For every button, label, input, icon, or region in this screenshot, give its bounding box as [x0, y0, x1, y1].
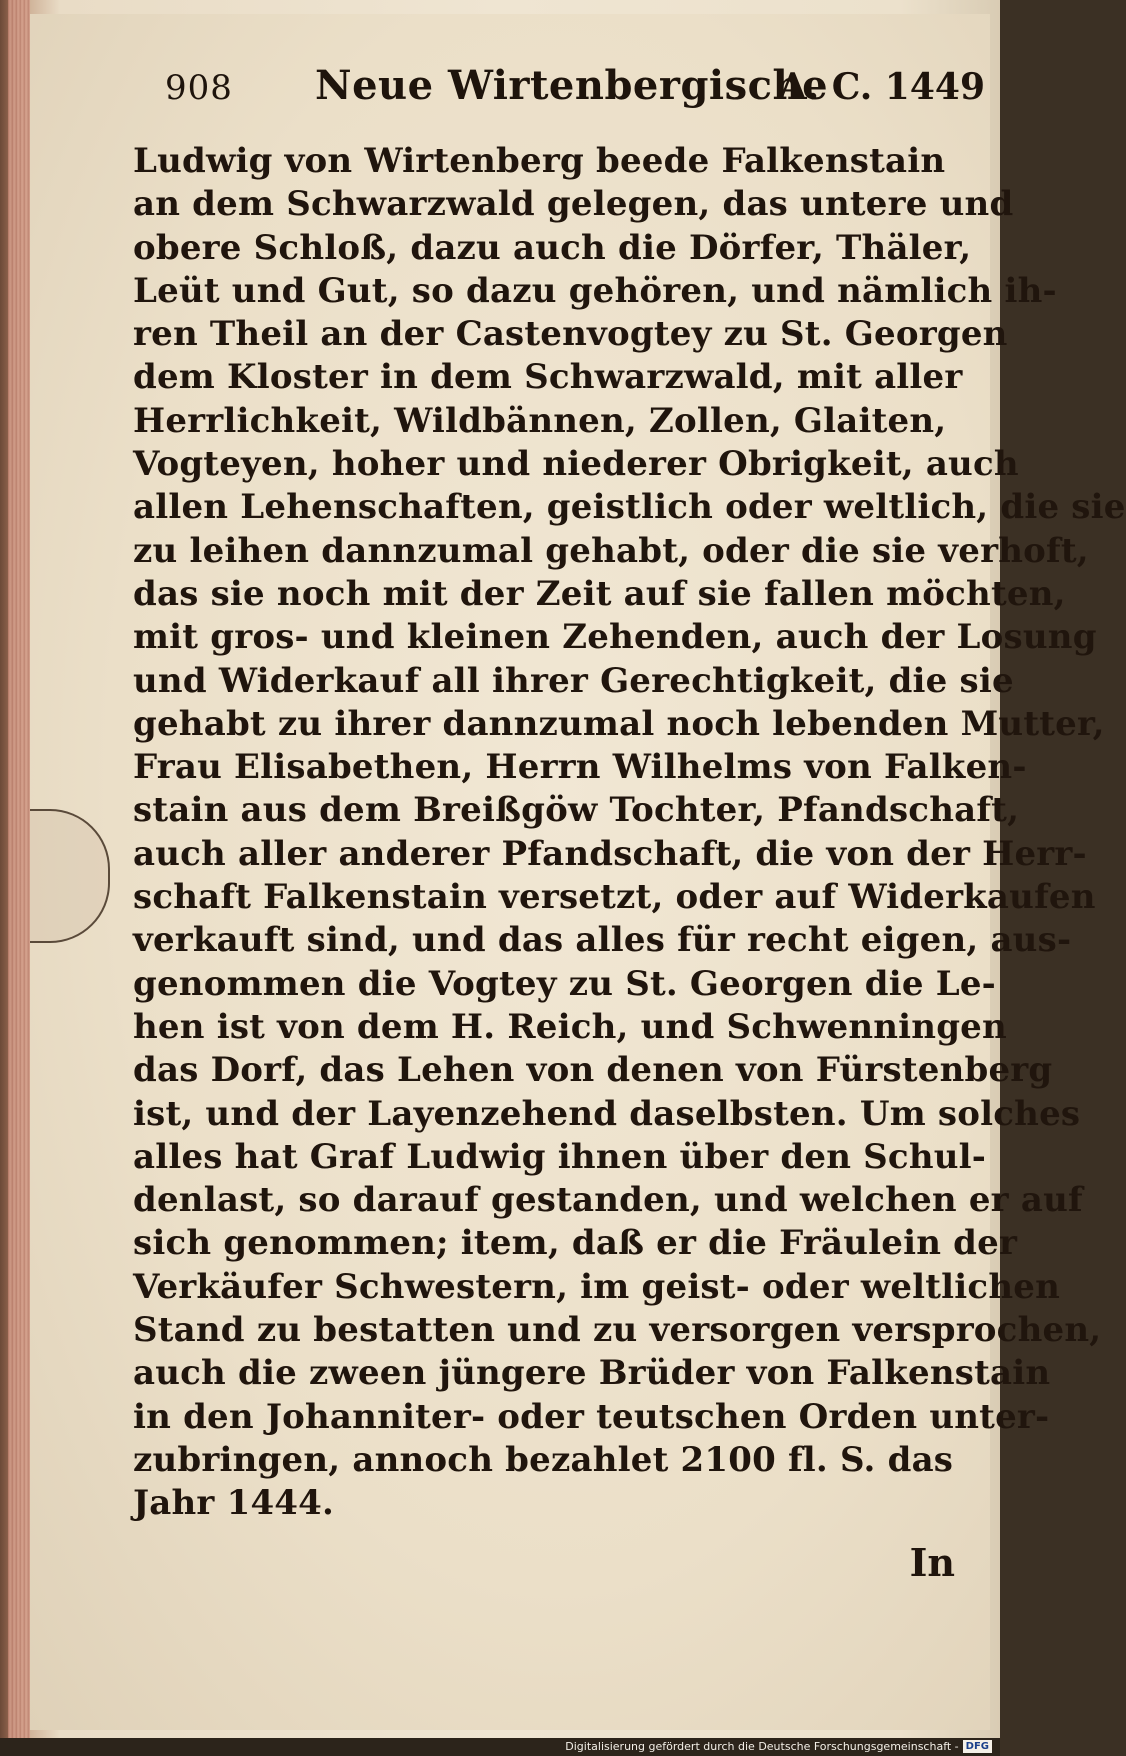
text-line: gehabt zu ihrer dannzumal noch lebenden Mutter, — [133, 703, 1105, 744]
year-reference: A. C. 1449 — [778, 66, 985, 108]
text-line: Jahr 1444. — [133, 1483, 335, 1524]
text-line: mit gros- und kleinen Zehenden, auch der Losung — [133, 617, 1097, 658]
text-line: Leüt und Gut, so dazu gehören, und nämlich ih- — [133, 270, 1057, 311]
text-line: zu leihen dannzumal gehabt, oder die sie verhoft, — [133, 530, 1089, 571]
text-line: alles hat Graf Ludwig ihnen über den Schul- — [133, 1136, 987, 1177]
text-line: schaft Falkenstain versetzt, oder auf Widerkaufen — [133, 877, 1096, 918]
body-text — [133, 140, 1126, 1526]
text-line: allen Lehenschaften, geistlich oder weltlich, die sie — [133, 487, 1126, 528]
text-line: auch die zween jüngere Brüder von Falkenstain — [133, 1353, 1051, 1394]
text-line: und Widerkauf all ihrer Gerechtigkeit, die sie — [133, 660, 1014, 701]
catchword: In — [909, 1540, 955, 1585]
text-line: zubringen, annoch bezahlet 2100 fl. S. das — [133, 1439, 954, 1480]
page-header — [165, 62, 985, 122]
text-line: Vogteyen, hoher und niederer Obrigkeit, auch — [133, 444, 1019, 485]
dfg-logo: DFG — [963, 1740, 992, 1753]
text-line: an dem Schwarzwald gelegen, das untere und — [133, 184, 1014, 225]
page-number: 908 — [165, 68, 233, 108]
text-line: verkauft sind, und das alles für recht eigen, aus- — [133, 920, 1072, 961]
text-line: ist, und der Layenzehend daselbsten. Um solches — [133, 1093, 1081, 1134]
text-line: auch aller anderer Pfandschaft, die von der Herr- — [133, 833, 1087, 874]
text-line: sich genommen; item, daß er die Fräulein der — [133, 1223, 1018, 1264]
text-line: Herrlichkeit, Wildbännen, Zollen, Glaiten, — [133, 400, 947, 441]
page-edge — [8, 0, 30, 1740]
text-line: Frau Elisabethen, Herrn Wilhelms von Falken- — [133, 747, 1027, 788]
text-line: stain aus dem Breißgöw Tochter, Pfandschaft, — [133, 790, 1020, 831]
text-line: obere Schloß, dazu auch die Dörfer, Thäler, — [133, 227, 972, 268]
text-line: Ludwig von Wirtenberg beede Falkenstain — [133, 141, 946, 181]
text-line: Stand zu bestatten und zu versorgen versprochen, — [133, 1310, 1102, 1351]
digitization-credit — [565, 1740, 992, 1753]
text-line: denlast, so darauf gestanden, und welchen er auf — [133, 1180, 1083, 1221]
text-line: das Dorf, das Lehen von denen von Fürstenberg — [133, 1050, 1053, 1091]
credit-text: Digitalisierung gefördert durch die Deutsche Forschungsgemeinschaft - — [565, 1740, 959, 1753]
text-line: dem Kloster in dem Schwarzwald, mit aller — [133, 357, 963, 398]
text-line: das sie noch mit der Zeit auf sie fallen möchten, — [133, 573, 1066, 614]
text-line: Verkäufer Schwestern, im geist- oder weltlichen — [133, 1266, 1060, 1307]
text-line: genommen die Vogtey zu St. Georgen die Le- — [133, 963, 996, 1004]
text-line: hen ist von dem H. Reich, und Schwenningen — [133, 1006, 1007, 1047]
text-line: in den Johanniter- oder teutschen Orden unter- — [133, 1396, 1050, 1437]
running-title: Neue Wirtenbergische — [315, 62, 829, 109]
page-tab-marker — [30, 809, 110, 943]
text-line: ren Theil an der Castenvogtey zu St. Georgen — [133, 314, 1008, 355]
